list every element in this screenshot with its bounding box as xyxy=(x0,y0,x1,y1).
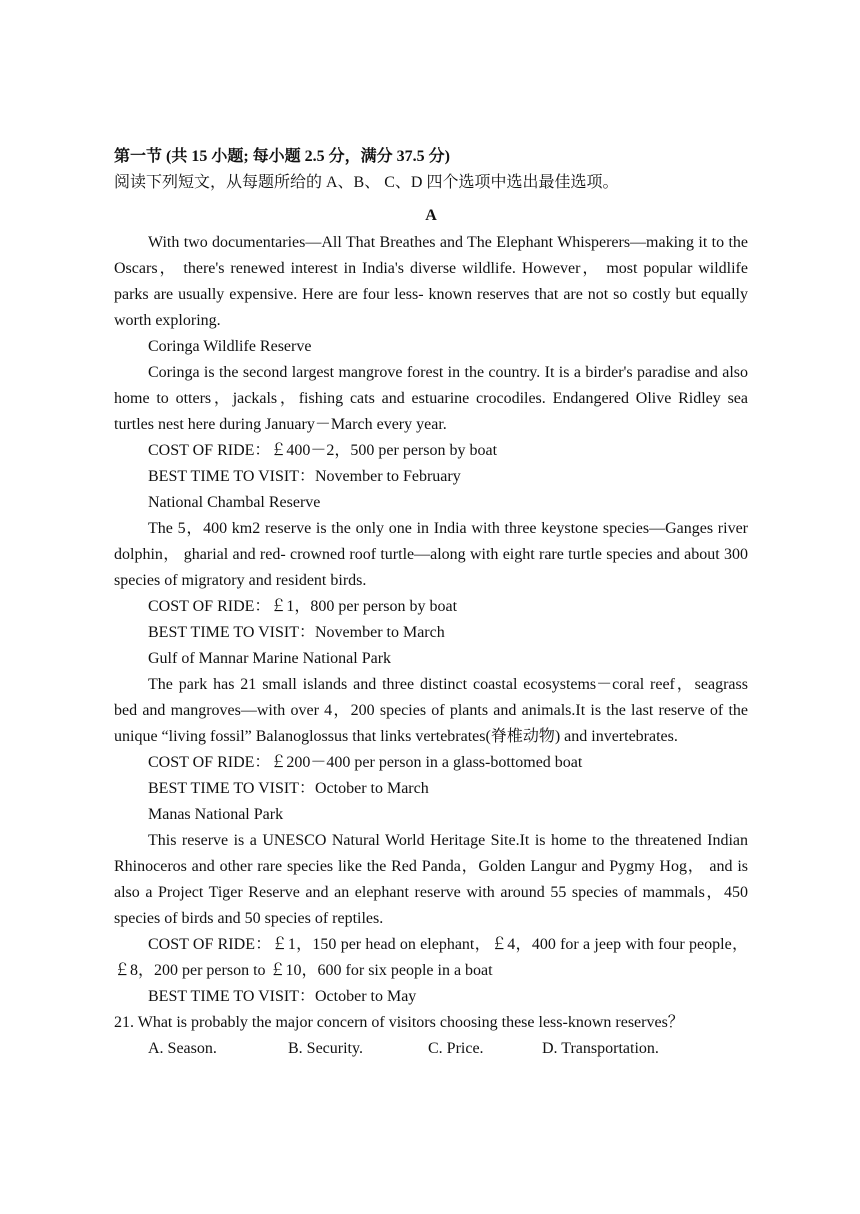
reserve-description: This reserve is a UNESCO Natural World Heritage Site.It is home to the threatened Indian Rhinoceros and other rare species like the Red Panda，Golden Langur and Pygmy Hog， and is also a Project Tiger Reserve and an elephant reserve with around 55 species of mammals，450 species of birds and 50 species of reptiles. xyxy=(114,832,749,927)
reserve-name: National Chambal Reserve xyxy=(148,494,321,511)
reserve-gulf-of-mannar xyxy=(114,646,748,802)
reserve-cost: COST OF RIDE：￡1，800 per person by boat xyxy=(148,598,458,615)
reserve-name: Manas National Park xyxy=(148,806,284,823)
reserve-cost: COST OF RIDE：￡200－400 per person in a glass-bottomed boat xyxy=(148,754,583,771)
option-b[interactable]: B. Security. xyxy=(288,1040,363,1057)
question-text: 21. What is probably the major concern of visitors choosing these less-known reserves？ xyxy=(114,1014,684,1031)
reserve-chambal xyxy=(114,490,748,646)
reserve-description: The 5，400 km2 reserve is the only one in India with three keystone species—Ganges river dolphin， gharial and red- crowned roof turtle—along with eight rare turtle species and about 300 species of migratory and resident birds. xyxy=(114,520,748,589)
question-21 xyxy=(114,1010,748,1062)
reserve-best-time: BEST TIME TO VISIT：November to March xyxy=(148,624,445,641)
option-a[interactable]: A. Season. xyxy=(148,1040,217,1057)
reserve-manas xyxy=(114,802,748,1010)
reserve-cost: COST OF RIDE：￡1，150 per head on elephant，￡4，400 for a jeep with four people，￡8，200 per person to ￡10，600 for six people in a boat xyxy=(114,936,748,979)
reserve-name: Coringa Wildlife Reserve xyxy=(148,338,312,355)
section-title: 第一节 (共 15 小题; 每小题 2.5 分，满分 37.5 分) xyxy=(114,148,450,165)
reserve-name: Gulf of Mannar Marine National Park xyxy=(148,650,392,667)
passage-letter: A xyxy=(425,207,437,224)
reserve-description: Coringa is the second largest mangrove forest in the country. It is a birder's paradise and also home to otters，jackals，fishing cats and estuarine crocodiles. Endangered Olive Ridley sea turtles nest here during January－March every year. xyxy=(114,364,748,433)
option-c[interactable]: C. Price. xyxy=(428,1040,484,1057)
question-options xyxy=(114,1036,748,1062)
reserve-best-time: BEST TIME TO VISIT：October to May xyxy=(148,988,417,1005)
passage-intro: With two documentaries—All That Breathes and The Elephant Whisperers—making it to the Oscars， there's renewed interest in India's diverse wildlife. However， most popular wildlife parks are usually expensive. Here are four less- known reserves that are not so costly but equally worth exploring. xyxy=(114,234,748,329)
option-d[interactable]: D. Transportation. xyxy=(542,1040,659,1057)
reserve-best-time: BEST TIME TO VISIT：October to March xyxy=(148,780,429,797)
document-page xyxy=(114,144,748,1062)
reserve-coringa xyxy=(114,334,748,490)
reserve-description: The park has 21 small islands and three distinct coastal ecosystems－coral reef，seagrass bed and mangroves—with over 4，200 species of plants and animals.It is the last reserve of the unique “living fossil” Balanoglossus that links vertebrates(脊椎动物) and invertebrates. xyxy=(114,676,748,745)
section-instruction: 阅读下列短文，从每题所给的 A、B、 C、D 四个选项中选出最佳选项。 xyxy=(114,174,619,191)
reserve-best-time: BEST TIME TO VISIT：November to February xyxy=(148,468,461,485)
reserve-cost: COST OF RIDE：￡400－2，500 per person by boat xyxy=(148,442,498,459)
